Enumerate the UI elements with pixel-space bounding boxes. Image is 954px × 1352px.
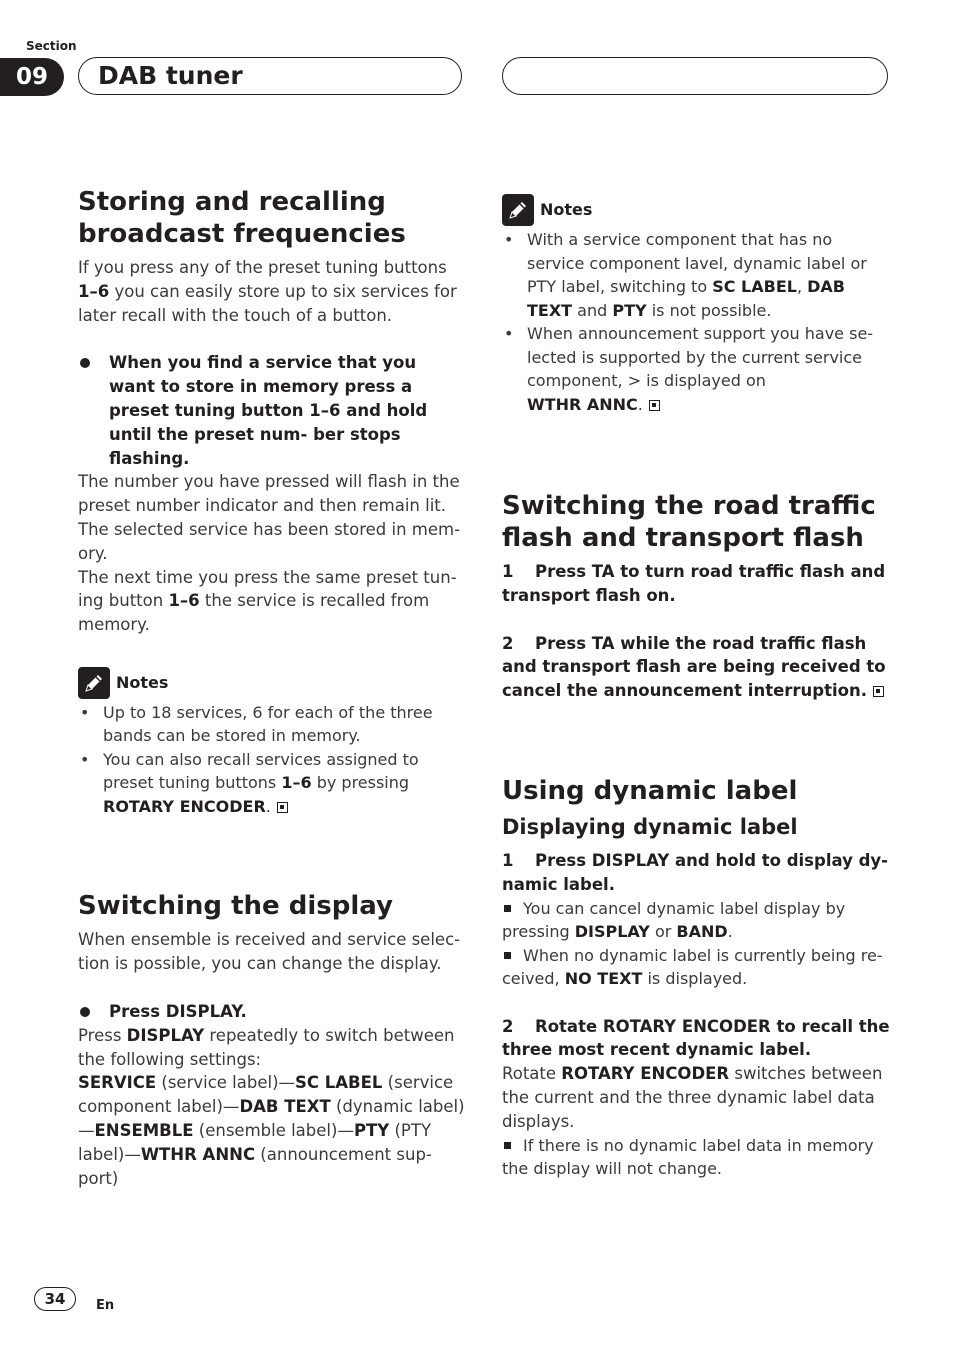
square-bullet-icon <box>504 952 511 959</box>
dynamic-label-title: Using dynamic label <box>502 775 798 806</box>
storing-notes-list <box>78 701 466 819</box>
storing-step: When you find a service that you want to store in memory press a preset tuning button 1–6 and hold until the preset num- ber stops flashing. <box>78 351 466 470</box>
square-bullet-icon <box>504 1142 511 1149</box>
pencil-icon <box>502 194 534 226</box>
switching-display-title: Switching the display <box>78 891 393 922</box>
road-traffic-title: Switching the road traffic flash and transport flash <box>502 491 876 553</box>
dynamic-label-step1: 1 Press DISPLAY and hold to display dy- namic label. <box>502 850 889 894</box>
page-number: 34 <box>34 1287 76 1311</box>
list-item: • Up to 18 services, 6 for each of the three bands can be stored in memory. <box>78 701 466 748</box>
dynamic-label-step2: 2 Rotate ROTARY ENCODER to recall the three most recent dynamic label. <box>502 1016 890 1060</box>
storing-para1: The number you have pressed will flash in the preset number indicator and then remain lit. The selected service has been stored in mem- ory. <box>78 472 461 563</box>
right-notes-list <box>502 228 890 416</box>
list-item: • When announcement support you have se- lected is supported by the current service component, > is displayed on WTHR ANNC. <box>502 322 890 416</box>
language-label: En <box>96 1298 115 1313</box>
left-column <box>78 186 466 1190</box>
dynamic-label-para: Rotate ROTARY ENCODER switches between the current and the three dynamic label data displays. <box>502 1064 883 1131</box>
switching-display-para: Press DISPLAY repeatedly to switch between the following settings: <box>78 1025 455 1069</box>
storing-para2: The next time you press the same preset tun- ing button 1–6 the service is recalled from memory. <box>78 567 457 635</box>
dynamic-label-note2: When no dynamic label is currently being re- ceived, NO TEXT is displayed. <box>502 945 883 989</box>
storing-intro: If you press any of the preset tuning buttons 1–6 you can easily store up to six services for later recall with the touch of a button. <box>78 258 457 325</box>
dynamic-label-subtitle: Displaying dynamic label <box>502 814 798 839</box>
right-notes-header <box>502 194 890 226</box>
end-mark-icon <box>649 400 660 411</box>
road-traffic-step2: 2 Press TA while the road traffic flash and transport flash are being received to cancel the announcement interruption. <box>502 633 886 701</box>
section-number-badge: 09 <box>0 58 64 96</box>
pencil-icon <box>78 667 110 699</box>
notes-label: Notes <box>116 673 169 693</box>
storing-notes-header <box>78 667 466 699</box>
header-empty-frame <box>502 57 888 95</box>
end-mark-icon <box>277 802 288 813</box>
square-bullet-icon <box>504 905 511 912</box>
list-item: • With a service component that has no service component lavel, dynamic label or PTY label, switching to SC LABEL, DAB TEXT and PTY is not possible. <box>502 228 890 322</box>
dynamic-label-note1: You can cancel dynamic label display by pressing DISPLAY or BAND. <box>502 898 846 942</box>
list-item: • You can also recall services assigned to preset tuning buttons 1–6 by pressing ROTARY ENCODER. <box>78 748 466 819</box>
page-title: DAB tuner <box>98 61 243 90</box>
display-settings-sequence: SERVICE (service label)—SC LABEL (service component label)—DAB TEXT (dynamic label) —ENSEMBLE (ensemble label)—PTY (PTY label)—WTHR ANNC (announcement sup- port) <box>78 1073 465 1188</box>
right-column <box>502 194 890 1181</box>
end-mark-icon <box>873 686 884 697</box>
dynamic-label-note3: If there is no dynamic label data in memory the display will not change. <box>502 1135 874 1179</box>
section-label: Section <box>26 39 77 53</box>
storing-section-title: Storing and recalling broadcast frequencies <box>78 187 406 249</box>
switching-display-intro: When ensemble is received and service selec- tion is possible, you can change the display. <box>78 930 461 974</box>
notes-label: Notes <box>540 200 593 220</box>
road-traffic-step1: 1 Press TA to turn road traffic flash and transport flash on. <box>502 562 886 605</box>
switching-display-step: Press DISPLAY. <box>78 1000 466 1024</box>
